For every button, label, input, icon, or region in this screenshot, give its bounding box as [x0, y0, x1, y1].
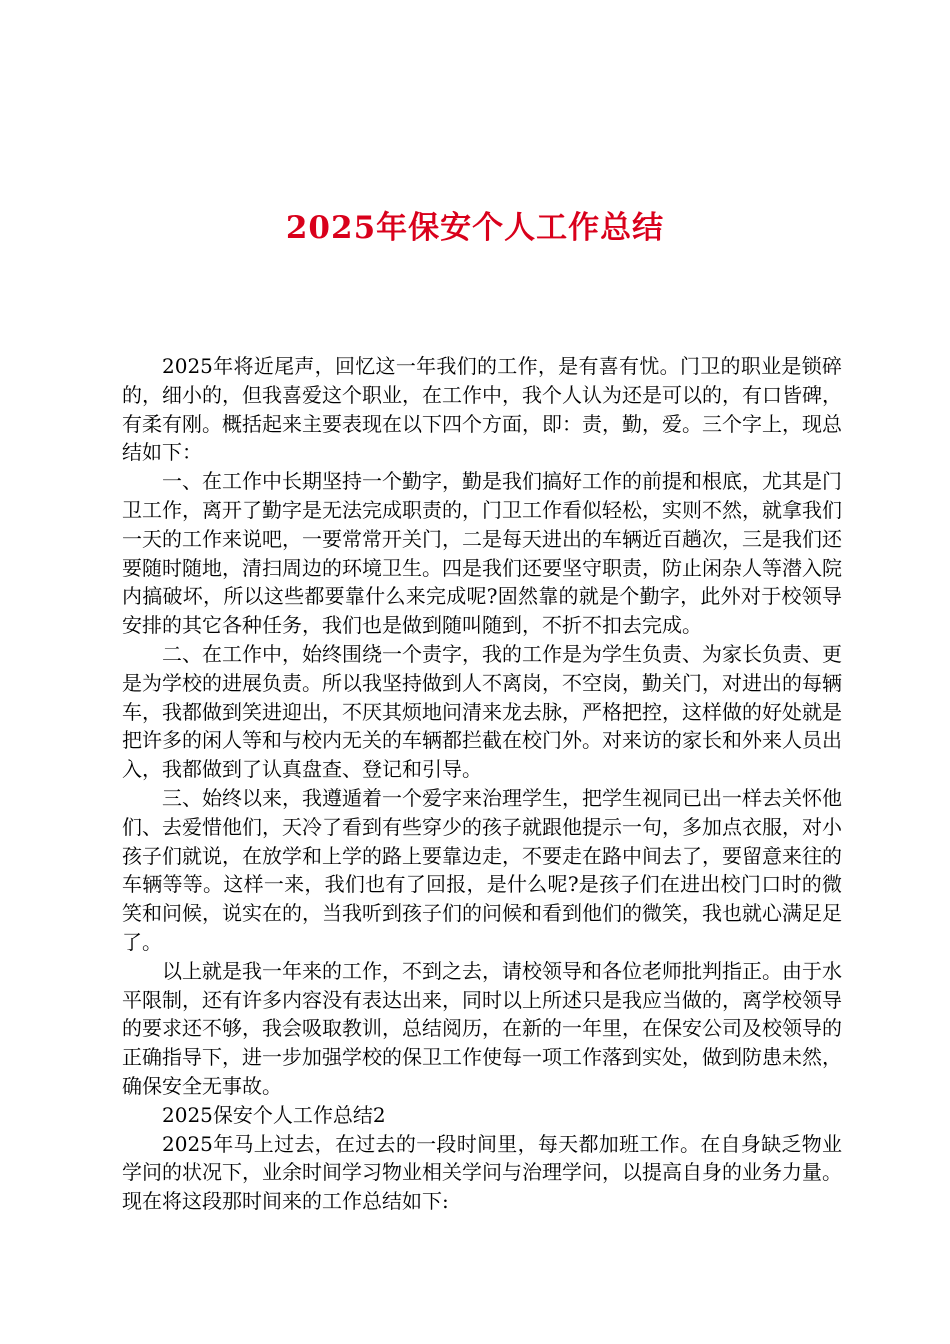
paragraph-diligence: 一、在工作中长期坚持一个勤字，勤是我们搞好工作的前提和根底，尤其是门卫工作，离开了勤字是无法完成职责的，门卫工作看似轻松，实则不然，就拿我们一天的工作来说吧，一要常常开关门，二是每天进出的车辆近百趟次，三是我们还要随时随地，清扫周边的环境卫生。四是我们还要坚守职责，防止闲杂人等潜入院内搞破坏，所以这些都要靠什么来完成呢?固然靠的就是个勤字，此外对于校领导安排的其它各种任务，我们也是做到随叫随到，不折不扣去完成。	[122, 469, 842, 638]
paragraph-intro: 2025年将近尾声，回忆这一年我们的工作，是有喜有忧。门卫的职业是锁碎的，细小的，但我喜爱这个职业，在工作中，我个人认为还是可以的，有口皆碑，有柔有刚。概括起来主要表现在以下四个方面，即：责，勤，爱。三个字上，现总结如下：	[122, 354, 842, 465]
document-body	[122, 352, 842, 1216]
paragraph-conclusion: 以上就是我一年来的工作，不到之去，请校领导和各位老师批判指正。由于水平限制，还有许多内容没有表达出来，同时以上所述只是我应当做的，离学校领导的要求还不够，我会吸取教训，总结阅历，在新的一年里，在保安公司及校领导的正确指导下，进一步加强学校的保卫工作使每一项工作落到实处，做到防患未然，确保安全无事故。	[122, 958, 842, 1098]
paragraph-love: 三、始终以来，我遵遁着一个爱字来治理学生，把学生视同已出一样去关怀他们、去爱惜他们，天冷了看到有些穿少的孩子就跟他提示一句，多加点衣服，对小孩子们就说，在放学和上学的路上要靠边走，不要走在路中间去了，要留意来往的车辆等等。这样一来，我们也有了回报，是什么呢?是孩子们在进出校门口时的微笑和问候，说实在的，当我听到孩子们的问候和看到他们的微笑，我也就心满足足了。	[122, 785, 842, 954]
document-title: 2025年保安个人工作总结	[285, 210, 665, 246]
paragraph-responsibility: 二、在工作中，始终围绕一个责字，我的工作是为学生负责、为家长负责、更是为学校的进展负责。所以我坚持做到人不离岗，不空岗，勤关门，对进出的每辆车，我都做到笑进迎出，不厌其烦地问清来龙去脉，严格把控，这样做的好处就是把许多的闲人等和与校内无关的车辆都拦截在校门外。对来访的家长和外来人员出入，我都做到了认真盘查、登记和引导。	[122, 641, 842, 782]
section-heading-2: 2025保安个人工作总结2	[162, 1102, 386, 1127]
paragraph-section-2-intro: 2025年马上过去，在过去的一段时间里，每天都加班工作。在自身缺乏物业学问的状况下，业余时间学习物业相关学问与治理学问，以提高自身的业务力量。现在将这段那时间来的工作总结如下:	[122, 1131, 842, 1214]
